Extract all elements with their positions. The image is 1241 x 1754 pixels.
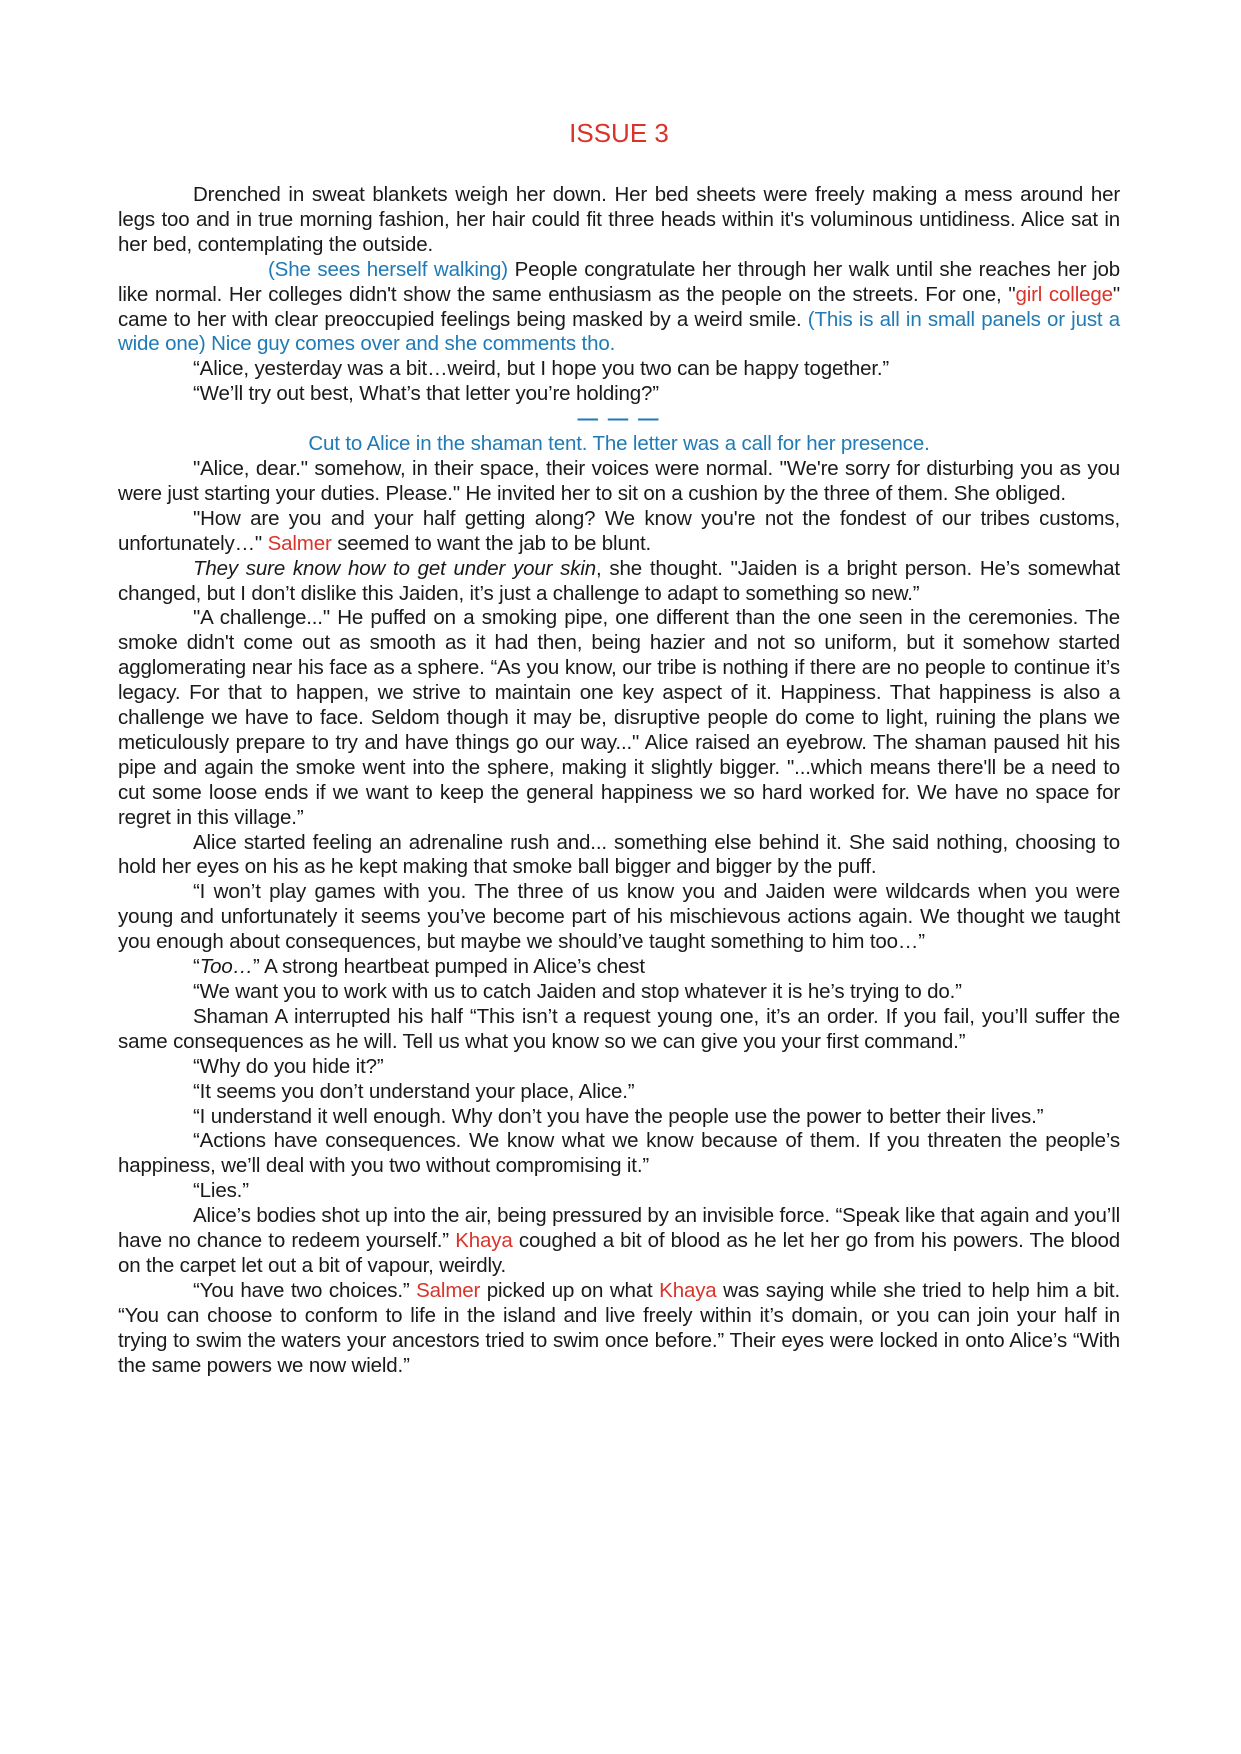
paragraph-text: Alice’s bodies shot up into the air, being pressured by an invisible force. “Speak like that again and you’ll have no chance to redeem yourself.” (118, 1204, 1120, 1253)
issue-title: ISSUE 3 (569, 118, 669, 148)
paragraph (118, 1005, 1120, 1055)
paragraph-text: “Alice, yesterday was a bit…weird, but I hope you two can be happy together.” (193, 357, 890, 381)
paragraph-text: People congratulate her through her walk until she reaches her job like normal. Her colleges didn't show the same enthusiasm as the people on the streets. For one, " (118, 257, 1121, 306)
paragraph-text: “I understand it well enough. Why don’t you have the people use the power to better their lives.” (193, 1104, 1044, 1128)
paragraph-text: Alice started feeling an adrenaline rush and... something else behind it. She said nothing, choosing to hold her eyes on his as he kept making that smoke ball bigger and bigger by the puff. (118, 830, 1120, 879)
paragraph-text: was saying while she tried to help him a bit. “You can choose to conform to life in the island and live freely within it’s domain, or you can join your half in trying to swim the waters your ancestors tried to swim once before.” Their eyes were locked in onto Alice’s “With the same powers we now wield.” (118, 1278, 1120, 1377)
character-name: Khaya (659, 1278, 717, 1302)
paragraph (118, 457, 1120, 507)
dialogue-line (118, 955, 1120, 980)
paragraph-text: Shaman A interrupted his half “This isn’t a request young one, it’s an order. If you fail, you’ll suffer the same consequences as he will. Tell us what you know so we can give you your first command.” (118, 1004, 1120, 1053)
paragraph-text: Drenched in sweat blankets weigh her down. Her bed sheets were freely making a mess around her legs too and in true morning fashion, her hair could fit three heads within it's voluminous untidiness. Alice sat in her bed, contemplating the outside. (118, 183, 1120, 256)
dialogue-line (118, 1179, 1120, 1204)
paragraph-text: coughed a bit of blood as he let her go from his powers. The blood on the carpet let out a bit of vapour, weirdly. (118, 1229, 1121, 1277)
paragraph-text: ” A strong heartbeat pumped in Alice’s chest (253, 955, 645, 979)
inner-thought: They sure know how to get under your skin (193, 556, 597, 580)
dialogue-line (118, 1080, 1120, 1105)
stage-direction: (She sees herself walking) (268, 257, 508, 281)
paragraph (118, 557, 1120, 607)
emphasis: Too… (199, 955, 254, 979)
paragraph (118, 183, 1120, 258)
paragraph-text: “I won’t play games with you. The three of us know you and Jaiden were wildcards when you were young and unfortunately it seems you’ve become part of his mischievous actions again. We thought we taught you enough about consequences, but maybe we should’ve taught something to him too…” (118, 880, 1120, 954)
character-name: Salmer (267, 531, 332, 555)
dialogue-line (118, 1055, 1120, 1080)
dialogue-line (118, 357, 1120, 382)
paragraph-text: seemed to want the jab to be blunt. (331, 531, 652, 555)
paragraph-text: “Why do you hide it?” (193, 1054, 384, 1078)
paragraph-text: “ (193, 955, 200, 979)
paragraph-text: “We want you to work with us to catch Jaiden and stop whatever it is he’s trying to do.” (193, 980, 962, 1003)
paragraph (118, 606, 1120, 830)
paragraph-text: “Lies.” (193, 1179, 249, 1203)
story-body (118, 183, 1120, 1379)
dialogue-line (118, 382, 1120, 407)
scene-separator: — — — (577, 407, 661, 431)
paragraph-text: "A challenge..." He puffed on a smoking pipe, one different than the one seen in the ceremonies. The smoke didn't come out as smooth as it had then, being hazier and not so uniform, but it somehow started agglomerating near his face as a sphere. “As you know, our tribe is nothing if there are no people to continue it’s legacy. For that to happen, we strive to maintain one key aspect of it. Happiness. That happiness is also a challenge we have to face. Seldom though it may be, disruptive people do come to light, ruining the plans we meticulously prepare to try and have things go our way..." Alice raised an eyebrow. The shaman paused hit his pipe and again the smoke went into the sphere, making it slightly bigger. "...which means there'll be a need to cut some loose ends if we want to keep the general happiness we so hard worked for. We have no space for regret in this village.” (118, 606, 1120, 829)
character-name: girl college (1015, 282, 1113, 306)
paragraph-text: “We’ll try out best, What’s that letter you’re holding?” (193, 382, 659, 406)
paragraph-text: "How are you and your half getting along? We know you're not the fondest of our tribes customs, unfortunately…" (118, 506, 1120, 555)
paragraph (118, 507, 1120, 557)
paragraph (118, 1279, 1120, 1379)
paragraph-text: " came to her with clear preoccupied feelings being masked by a weird smile. (118, 282, 1120, 331)
stage-direction: (This is all in small panels or just a wide one) Nice guy comes over and she comments tho. (118, 307, 1120, 356)
paragraph-text: picked up on what (480, 1278, 660, 1302)
paragraph (118, 1204, 1120, 1279)
character-name: Khaya (455, 1229, 513, 1253)
paragraph-text: "Alice, dear." somehow, in their space, their voices were normal. "We're sorry for disturbing you as you were just starting your duties. Please." He invited her to sit on a cushion by the three of them. She obliged. (118, 456, 1120, 505)
paragraph (118, 831, 1120, 881)
paragraph-text: , she thought. "Jaiden is a bright person. He’s somewhat changed, but I don’t dislike this Jaiden, it’s just a challenge to adapt to something so new.” (118, 556, 1120, 605)
paragraph (118, 258, 1120, 358)
dialogue-line (118, 1105, 1120, 1130)
paragraph-text: “It seems you don’t understand your place, Alice.” (193, 1079, 635, 1103)
paragraph (118, 880, 1120, 955)
dialogue-line (118, 980, 1120, 1005)
dialogue-line (118, 1129, 1120, 1179)
character-name: Salmer (416, 1278, 481, 1302)
paragraph-text: “Actions have consequences. We know what we know because of them. If you threaten the people’s happiness, we’ll deal with you two without compromising it.” (118, 1129, 1120, 1178)
paragraph-text: “You have two choices.” (193, 1278, 417, 1302)
scene-direction: Cut to Alice in the shaman tent. The letter was a call for her presence. (308, 432, 930, 456)
